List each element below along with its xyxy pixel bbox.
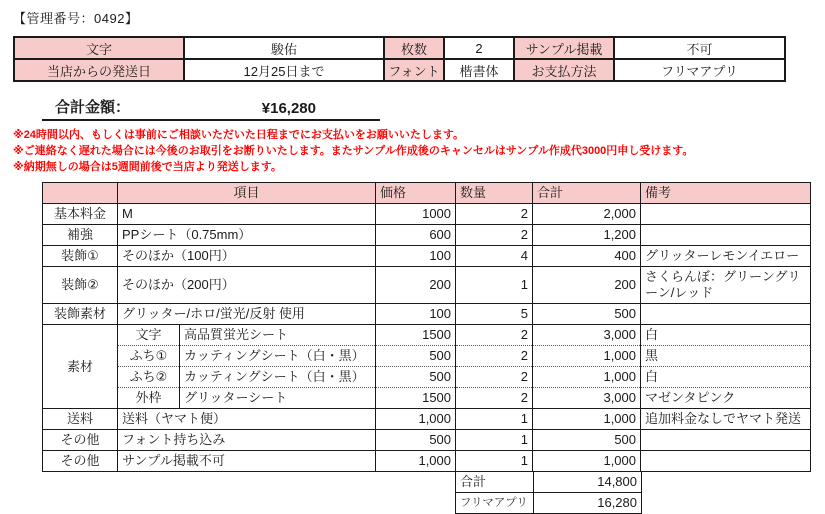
row-price: 100	[376, 246, 456, 267]
row-price: 1000	[376, 204, 456, 225]
row-qty: 1	[456, 409, 533, 430]
col-header-remarks: 備考	[641, 183, 811, 204]
table-row	[43, 267, 811, 304]
row-total: 500	[533, 430, 641, 451]
row-description: 高品質蛍光シート	[180, 325, 376, 346]
items-table	[42, 182, 811, 472]
row-description: グリッター/ホロ/蛍光/反射 使用	[118, 304, 376, 325]
row-qty: 2	[456, 367, 533, 388]
row-remarks: 追加料金なしでヤマト発送	[641, 409, 811, 430]
row-qty: 1	[456, 430, 533, 451]
row-description: そのほか（100円）	[118, 246, 376, 267]
row-total: 1,000	[533, 409, 641, 430]
info-value-maisu: 2	[444, 37, 514, 59]
info-label-payment: お支払方法	[514, 59, 614, 81]
row-category: その他	[43, 430, 118, 451]
row-remarks: 白	[641, 325, 811, 346]
table-row	[43, 246, 811, 267]
table-row	[43, 367, 811, 388]
payment-method-total-label: フリマアプリ	[456, 493, 534, 514]
row-remarks	[641, 225, 811, 246]
row-price: 600	[376, 225, 456, 246]
row-category: その他	[43, 451, 118, 472]
col-header-qty: 数量	[456, 183, 533, 204]
row-price: 500	[376, 346, 456, 367]
row-total: 3,000	[533, 388, 641, 409]
row-qty: 2	[456, 346, 533, 367]
row-description: グリッターシート	[180, 388, 376, 409]
row-category: 送料	[43, 409, 118, 430]
row-description: 送料（ヤマト便）	[118, 409, 376, 430]
row-remarks	[641, 304, 811, 325]
row-total: 200	[533, 267, 641, 304]
info-label-ship-date: 当店からの発送日	[14, 59, 184, 81]
payment-method-total-row	[456, 493, 642, 514]
col-header-item: 項目	[118, 183, 376, 204]
row-total: 500	[533, 304, 641, 325]
row-total: 3,000	[533, 325, 641, 346]
management-number: 【管理番号：0492】	[13, 11, 139, 26]
total-amount-value: ¥16,280	[261, 100, 316, 117]
row-category: 装飾②	[43, 267, 118, 304]
row-category-sozai: 素材	[43, 325, 118, 409]
items-header-row	[43, 183, 811, 204]
info-value-sample: 不可	[614, 37, 785, 59]
totals-box	[455, 471, 642, 514]
table-row	[43, 225, 811, 246]
payment-note: ※ご連絡なく遅れた場合には今後のお取引をお断りいたします。またサンプル作成後のキャンセルはサンプル作成代3000円申し受けます。	[13, 145, 694, 157]
payment-note: ※24時間以内、もしくは事前にご相談いただいた日程までにお支払いをお願いいたします。	[13, 129, 465, 141]
grand-total-label: 合計	[456, 472, 534, 493]
row-qty: 2	[456, 225, 533, 246]
row-sub-label: ふち②	[118, 367, 180, 388]
row-description: フォント持ち込み	[118, 430, 376, 451]
row-qty: 2	[456, 204, 533, 225]
table-row	[43, 204, 811, 225]
row-price: 1500	[376, 325, 456, 346]
row-price: 1,000	[376, 409, 456, 430]
info-label-font: フォント	[384, 59, 444, 81]
row-description: そのほか（200円）	[118, 267, 376, 304]
row-remarks	[641, 430, 811, 451]
info-label-sample: サンプル掲載	[514, 37, 614, 59]
info-value-font: 楷書体	[444, 59, 514, 81]
row-remarks: 白	[641, 367, 811, 388]
info-value-payment: フリマアプリ	[614, 59, 785, 81]
row-price: 500	[376, 430, 456, 451]
info-label-maisu: 枚数	[384, 37, 444, 59]
row-total: 1,200	[533, 225, 641, 246]
row-price: 200	[376, 267, 456, 304]
row-category: 補強	[43, 225, 118, 246]
row-remarks: 黒	[641, 346, 811, 367]
row-price: 500	[376, 367, 456, 388]
row-price: 1,000	[376, 451, 456, 472]
table-row	[43, 409, 811, 430]
grand-total-row	[456, 472, 642, 493]
payment-note: ※納期無しの場合は5週間前後で当店より発送します。	[13, 161, 282, 173]
table-row	[43, 304, 811, 325]
row-remarks: グリッターレモンイエロー	[641, 246, 811, 267]
col-header-category	[43, 183, 118, 204]
row-description: PPシート（0.75mm）	[118, 225, 376, 246]
row-remarks	[641, 204, 811, 225]
row-qty: 1	[456, 267, 533, 304]
row-qty: 2	[456, 325, 533, 346]
col-header-price: 価格	[376, 183, 456, 204]
info-row	[14, 59, 785, 81]
total-amount-label: 合計金額：	[55, 99, 131, 116]
info-row	[14, 37, 785, 59]
row-qty: 1	[456, 451, 533, 472]
row-total: 1,000	[533, 346, 641, 367]
table-row	[43, 451, 811, 472]
info-label-moji: 文字	[14, 37, 184, 59]
row-category: 基本料金	[43, 204, 118, 225]
row-qty: 4	[456, 246, 533, 267]
payment-notes	[13, 128, 825, 175]
order-info-table	[13, 36, 786, 82]
row-qty: 5	[456, 304, 533, 325]
col-header-total: 合計	[533, 183, 641, 204]
row-sub-label: ふち①	[118, 346, 180, 367]
row-remarks	[641, 451, 811, 472]
row-category: 装飾素材	[43, 304, 118, 325]
info-value-ship-date: 12月25日まで	[184, 59, 384, 81]
row-sub-label: 文字	[118, 325, 180, 346]
grand-total-value: 14,800	[534, 472, 642, 493]
row-total: 1,000	[533, 451, 641, 472]
row-price: 1500	[376, 388, 456, 409]
row-remarks: さくらんぼ：グリーングリーン/レッド	[641, 267, 811, 304]
table-row	[43, 430, 811, 451]
row-sub-label: 外枠	[118, 388, 180, 409]
row-total: 1,000	[533, 367, 641, 388]
table-row	[43, 346, 811, 367]
row-qty: 2	[456, 388, 533, 409]
table-row	[43, 325, 811, 346]
row-description: カッティングシート（白・黒）	[180, 346, 376, 367]
row-remarks: マゼンタピンク	[641, 388, 811, 409]
info-value-moji: 駿佑	[184, 37, 384, 59]
row-description: サンプル掲載不可	[118, 451, 376, 472]
row-description: カッティングシート（白・黒）	[180, 367, 376, 388]
total-amount-line	[42, 96, 380, 121]
row-price: 100	[376, 304, 456, 325]
row-description: M	[118, 204, 376, 225]
row-total: 2,000	[533, 204, 641, 225]
table-row	[43, 388, 811, 409]
row-category: 装飾①	[43, 246, 118, 267]
payment-method-total-value: 16,280	[534, 493, 642, 514]
row-total: 400	[533, 246, 641, 267]
